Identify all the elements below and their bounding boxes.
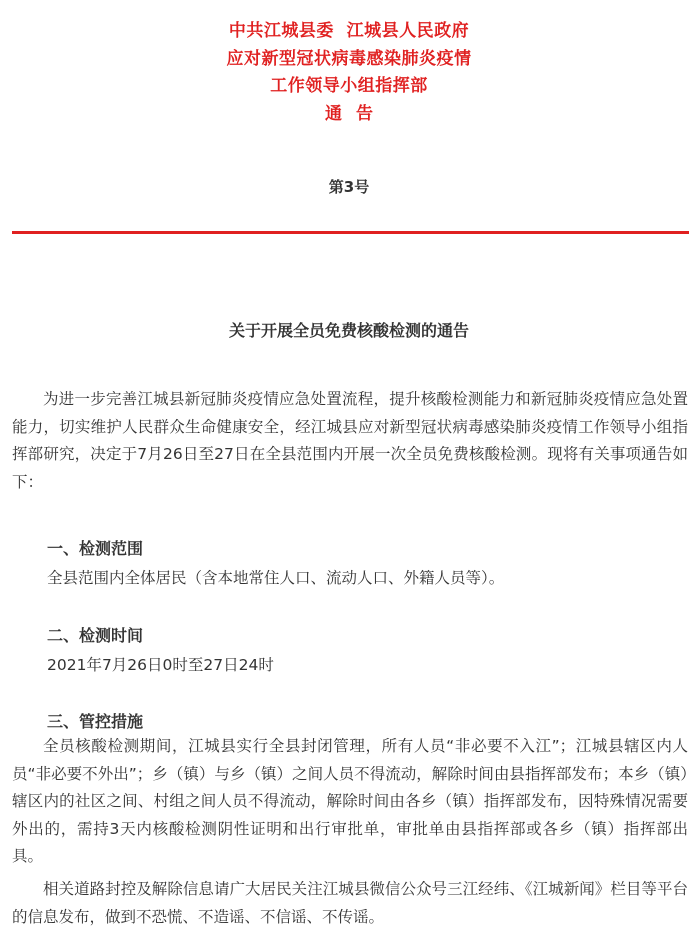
section-body-measures-note: 相关道路封控及解除信息请广大居民关注江城县微信公众号三江经纬、《江城新闻》栏目等平台的信息发布，做到不恐慌、不造谣、不信谣、不传谣。 (12, 880, 688, 926)
section-body-scope: 全县范围内全体居民（含本地常住人口、流动人口、外籍人员等）。 (47, 569, 505, 587)
section-body-time: 2021年7月26日0时至27日24时 (47, 656, 274, 674)
document-number: 第3号 (328, 178, 370, 196)
section-heading-scope: 一、检测范围 (47, 539, 144, 558)
section-heading-measures: 三、管控措施 (47, 712, 144, 731)
issuer-line-3: 工作领导小组指挥部 (270, 76, 428, 96)
section-body-measures: 全员核酸检测期间，江城县实行全县封闭管理，所有人员“非必要不入江”；江城县辖区内人员“非必要不外出”；乡（镇）与乡（镇）之间人员不得流动，解除时间由县指挥部发布；本乡（镇）辖区内的社区之间、村组之间人员不得流动，解除时间由各乡（镇）指挥部发布，因特殊情况需要外出的，需持3天内核酸检测阴性证明和出行审批单，审批单由县指挥部或各乡（镇）指挥部出具。 (12, 737, 688, 865)
red-divider (12, 231, 689, 234)
section-heading-time: 二、检测时间 (47, 626, 144, 645)
notice-header (0, 18, 698, 128)
issuer-line-1: 中共江城县委 江城县人民政府 (228, 21, 470, 41)
notice-label: 通告 (325, 103, 387, 124)
notice-title: 关于开展全员免费核酸检测的通告 (228, 321, 469, 340)
issuer-line-2: 应对新型冠状病毒感染肺炎疫情 (226, 48, 472, 69)
intro-paragraph: 为进一步完善江城县新冠肺炎疫情应急处置流程，提升核酸检测能力和新冠肺炎疫情应急处置能力，切实维护人民群众生命健康安全，经江城县应对新型冠状病毒感染肺炎疫情工作领导小组指挥部研究，决定于7月26日至27日在全县范围内开展一次全员免费核酸检测。现将有关事项通告如下： (12, 390, 688, 491)
